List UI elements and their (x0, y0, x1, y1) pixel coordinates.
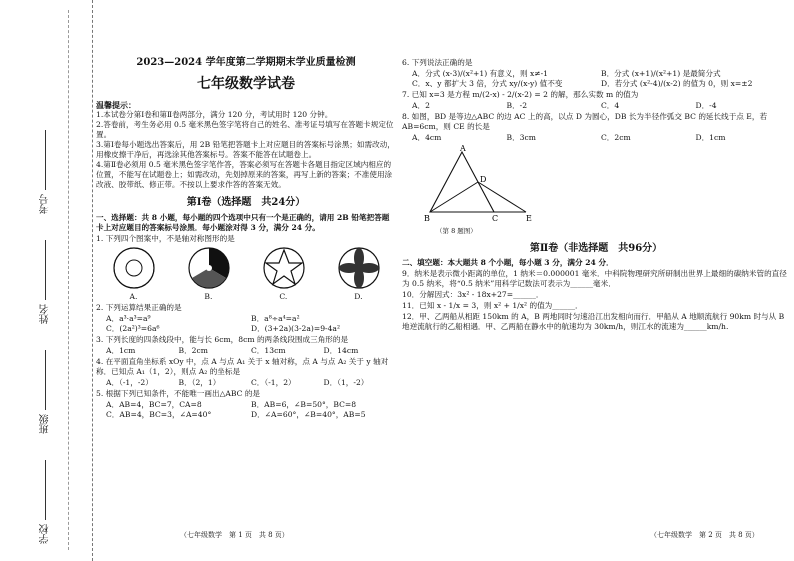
option: D．1cm (695, 133, 726, 143)
question-9: 9．纳米是表示微小距离的单位，1 纳米＝0.000001 毫米．中科院物理研究所研制出世界上最细的碳纳米管的直径为 0.5 纳米，将“0.5 纳米”用科学记数法可表示为______毫米． (402, 268, 787, 288)
option: B．AB=6，∠B=50°，BC=8 (251, 399, 357, 409)
option: C．(2a²)³=6a⁶ (106, 323, 160, 333)
section2-intro: 二、填空题：本大题共 8 个小题，每小题 3 分，满分 24 分． (402, 257, 614, 267)
notice-heading: 温馨提示： (96, 99, 136, 110)
question-5: 5. 根据下列已知条件，不能唯一画出△ABC 的是 (96, 388, 261, 398)
question-4: 4. 在平面直角坐标系 xOy 中，点 A 与点 A₁ 关于 x 轴对称，点 A 与点 A₂ 关于 y 轴对称．已知点 A₁（1，2），则点 A₂ 的坐标是 (96, 356, 389, 376)
q1-option-labels (96, 292, 396, 302)
subject-title: 七年级数学试卷 (197, 76, 295, 93)
point-label: A (460, 144, 466, 154)
option: B．a⁸÷a⁴=a² (251, 313, 300, 323)
left-page (96, 8, 396, 421)
option: C．AB=4，BC=3，∠A=40° (106, 409, 212, 419)
option: C．x、y 都扩大 3 倍，分式 xy/(x-y) 值不变 (412, 79, 563, 89)
page-footer-left: （七年级数学 第 1 页 共 8 页） (180, 531, 289, 539)
option: A．a³·a³=a⁹ (106, 313, 151, 323)
exam-no-label: 考号 (40, 194, 51, 214)
q8-options (412, 133, 790, 143)
option: B．2cm (178, 345, 208, 355)
option: B．（2，1） (178, 377, 221, 387)
section1-intro: 一、选择题：共 8 小题，每小题的四个选项中只有一个是正确的，请用 2B 铅笔把答题卡上对应题目的答案标号涂黑．每小题涂对得 3 分，满分 24 分。 (96, 212, 390, 232)
triangle-figure-icon (422, 144, 542, 224)
exam-title: 2023—2024 学年度第二学期期末学业质量检测 (136, 57, 356, 68)
option: B．-2 (506, 101, 528, 111)
option-label: C. (279, 291, 288, 301)
option: A．（-1，-2） (106, 377, 153, 387)
point-label: D (480, 175, 487, 185)
question-10: 10．分解因式：3x² - 18x+27=______． (402, 289, 544, 299)
q3-options (106, 346, 396, 356)
figure-b-icon (187, 246, 231, 290)
binding-margin (0, 0, 93, 561)
question-8: 8. 如图，BD 是等边△ABC 的边 AC 上的高，以点 D 为圆心，DB 长为半径作弧交 BC 的延长线于点 E，若 AB=6cm，则 CE 的长是 (402, 112, 768, 132)
option: B．分式 (x+1)/(x²+1) 是最简分式 (601, 69, 721, 79)
option: D．14cm (323, 345, 359, 355)
name-field[interactable] (38, 240, 68, 324)
option: C．2cm (601, 133, 631, 143)
option: A．AB=4，BC=7，CA=8 (106, 399, 202, 409)
seal-line (68, 10, 69, 550)
part1-title: 第Ⅰ卷（选择题 共24分） (186, 197, 306, 209)
school-field[interactable] (38, 460, 68, 544)
option: D．-4 (695, 101, 717, 111)
option-label: A. (129, 291, 138, 301)
page-footer-right: （七年级数学 第 2 页 共 8 页） (650, 531, 759, 539)
point-label: E (526, 214, 532, 224)
right-page (402, 8, 790, 333)
question-3: 3. 下列长度的四条线段中，能与长 6cm，8cm 的两条线段围成三角形的是 (96, 334, 349, 344)
point-label: B (424, 214, 430, 224)
class-label: 班级 (40, 414, 51, 434)
notice-item: 3.第Ⅰ卷每小题选出答案后，用 2B 铅笔把答题卡上对应题目的答案标号涂黑；如需改动，用橡皮擦干净后，再选涂其他答案标号。答案不能答在试题卷上。 (96, 140, 395, 160)
class-field[interactable] (38, 350, 68, 434)
option-label: D. (354, 291, 363, 301)
q2-options (106, 314, 396, 334)
question-6: 6. 下列说法正确的是 (402, 58, 473, 67)
figure-d-icon (337, 246, 381, 290)
figure-caption: （第 8 题图） (436, 227, 477, 236)
option-label: B. (204, 291, 213, 301)
option: A．1cm (106, 345, 136, 355)
q4-options (106, 378, 396, 388)
question-1: 1. 下列四个图案中，不是轴对称图形的是 (96, 233, 235, 243)
part2-title: 第Ⅱ卷（非选择题 共96分） (529, 242, 663, 254)
option: D．(3+2a)(3-2a)=9-4a² (251, 323, 341, 333)
point-label: C (492, 214, 499, 224)
notice-item: 2.答卷前，考生务必用 0.5 毫米黑色签字笔将自己的姓名、准考证号填写在答题卡规定位置。 (96, 120, 394, 140)
q1-figures (96, 246, 396, 290)
option: C．4 (601, 101, 620, 111)
option: A．分式 (x-3)/(x²+1) 有意义，则 x≠-1 (412, 69, 548, 79)
figure-c-icon (262, 246, 306, 290)
option: D．∠A=60°，∠B=40°，AB=5 (251, 409, 366, 419)
option: D．若分式 (x²-4)/(x-2) 的值为 0，则 x=±2 (601, 79, 753, 89)
option: A．2 (412, 101, 430, 111)
question-2: 2. 下列运算结果正确的是 (96, 302, 182, 312)
figure-a-icon (112, 246, 156, 290)
option: D．（1，-2） (323, 377, 369, 387)
question-11: 11．已知 x - 1/x = 3，则 x² + 1/x² 的值为______． (402, 300, 583, 310)
name-label: 姓名 (40, 304, 51, 324)
q8-figure (422, 144, 790, 236)
q7-options (412, 101, 790, 111)
question-7: 7. 已知 x=3 是方程 m/(2-x) - 2/(x-2) = 2 的解，那么实数 m 的值为 (402, 90, 639, 100)
exam-no-field[interactable] (38, 130, 68, 214)
q6-options (412, 69, 790, 89)
notice-item: 4.第Ⅱ卷必须用 0.5 毫米黑色签字笔作答，答案必须写在答题卡各题目指定区域内相应的位置，不能写在试题卷上；如需改动，先划掉原来的答案，再写上新的答案；不准使用涂改液、胶带纸、修正带。不按以上要求作答的答案无效。 (96, 160, 393, 190)
question-12: 12．甲、乙两船从相距 150km 的 A，B 两地同时匀速沿江出发相向而行．甲船从 A 地顺流航行 90km 时与从 B 地逆流航行的乙船相遇．甲、乙两船在静水中的航速均为 30km/h，则江水的流速为______km/h. (402, 311, 785, 331)
option: B．3cm (506, 133, 536, 143)
notice-block (96, 100, 396, 191)
option: C．（-1，2） (251, 377, 296, 387)
option: C．13cm (251, 345, 286, 355)
option: A．4cm (412, 133, 442, 143)
q5-options (106, 400, 396, 420)
school-label: 学校 (40, 524, 51, 544)
notice-item: 1.本试卷分第Ⅰ卷和第Ⅱ卷两部分，满分 120 分，考试用时 120 分钟。 (96, 110, 333, 120)
